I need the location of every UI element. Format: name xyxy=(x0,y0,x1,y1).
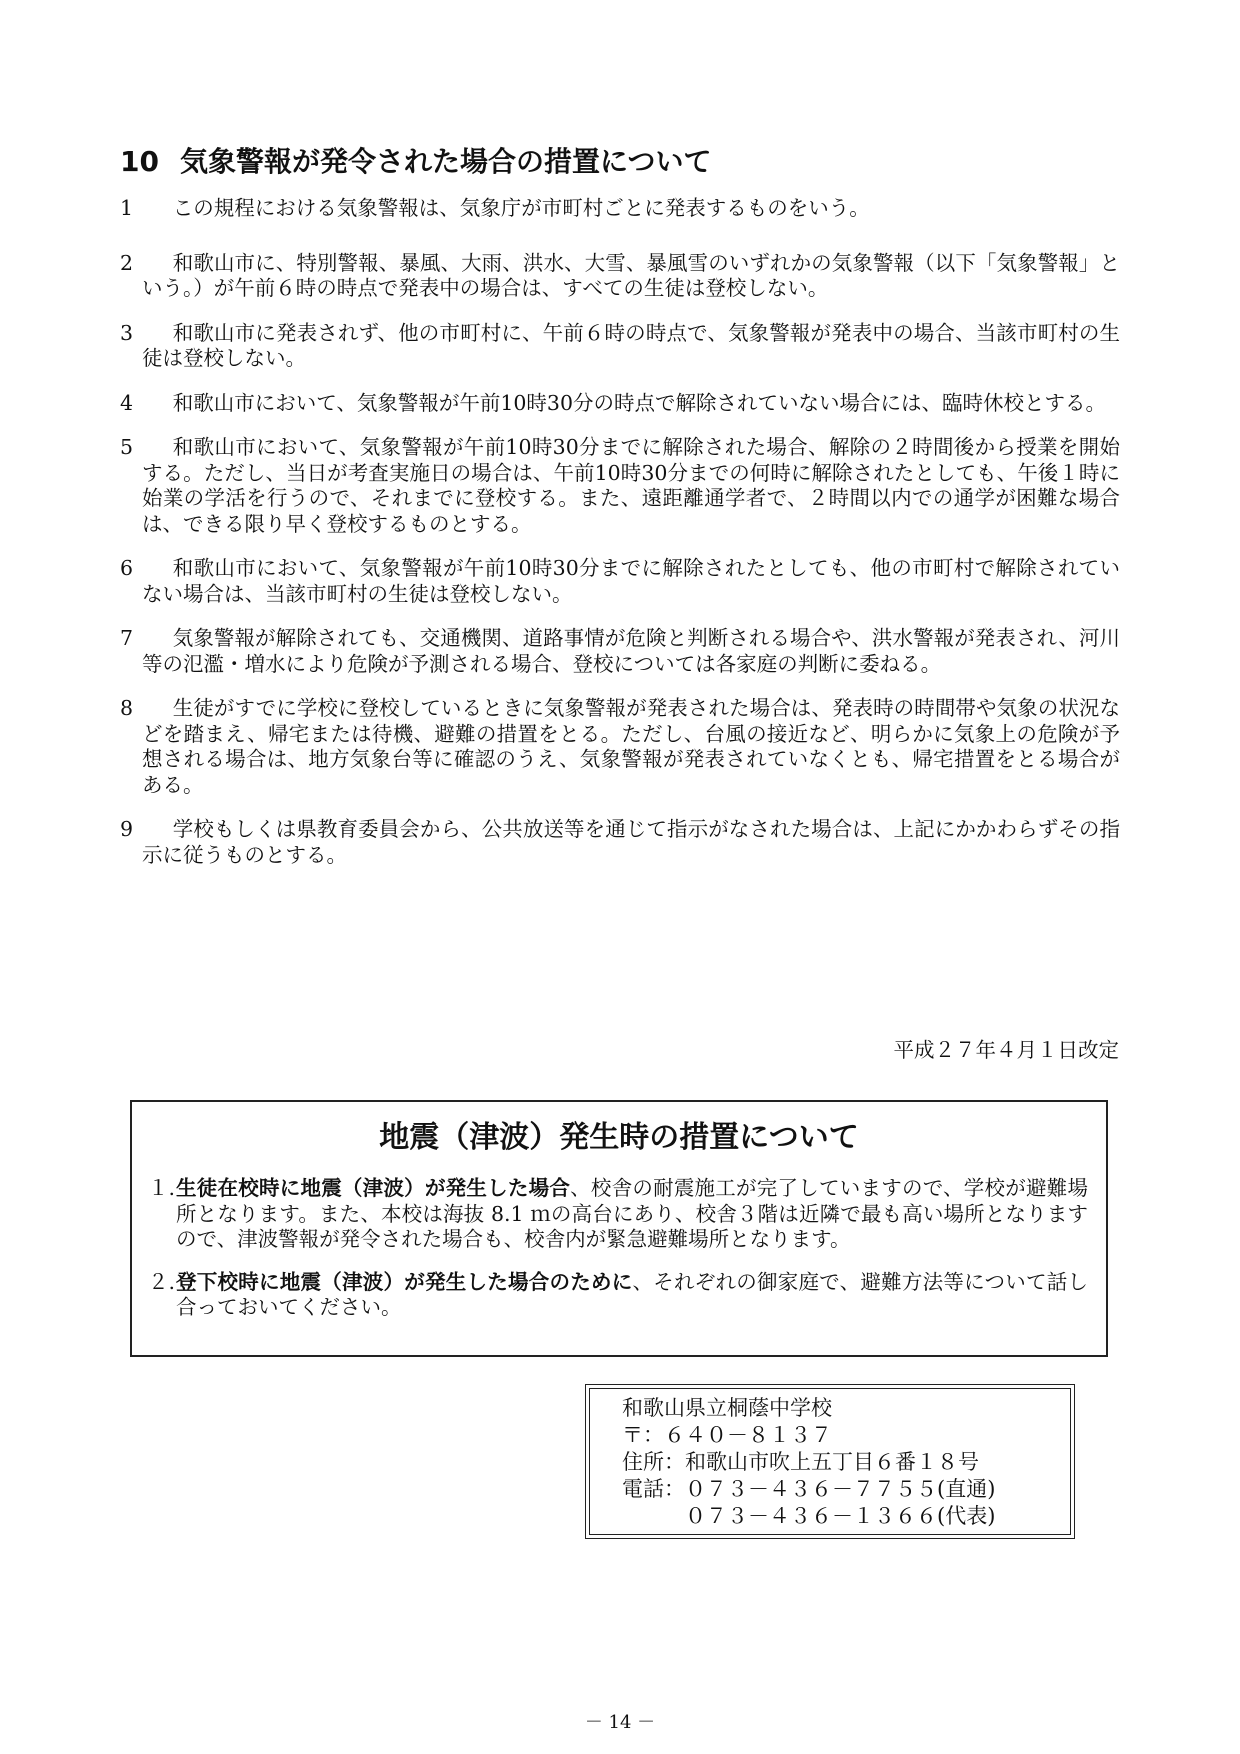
phone-main: ０７３－４３６－１３６６(代表) xyxy=(622,1504,996,1528)
rule-number: 5 xyxy=(120,435,134,459)
earthquake-item-text: 、校舎の耐震施工が完了していますので、学校が避難場所となります。また、本校は海抜 8.1 ｍの高台にあり、校舎３階は近隣で最も高い場所となりますので、津波警報が発令された場合も、校舎内が緊急避難場所となります。 xyxy=(176,1176,1089,1251)
rule-text: この規程における気象警報は、気象庁が市町村ごとに発表するものをいう。 xyxy=(172,196,870,220)
rule-item-6 xyxy=(120,556,1120,607)
rule-item-9 xyxy=(120,817,1120,868)
school-name: 和歌山県立桐蔭中学校 xyxy=(622,1396,832,1420)
section-heading xyxy=(120,144,1120,180)
rule-number: 1 xyxy=(120,196,134,220)
rule-number: 4 xyxy=(120,390,134,415)
rule-item-1 xyxy=(120,196,1120,222)
earthquake-item-lead: 登下校時に地震（津波）が発生した場合のために xyxy=(176,1269,633,1294)
rule-number: 2 xyxy=(120,250,134,275)
page-number: － 14 － xyxy=(584,1712,656,1733)
earthquake-item-2 xyxy=(148,1270,1088,1321)
rule-item-2 xyxy=(120,251,1120,302)
school-address: 住所：和歌山市吹上五丁目６番１８号 xyxy=(622,1450,979,1474)
section-number: 10 xyxy=(120,145,159,178)
earthquake-item-text: 、それぞれの御家庭で、避難方法等について話し合っておいてください。 xyxy=(176,1269,1088,1319)
school-contact-box xyxy=(585,1384,1075,1539)
rules-list xyxy=(120,196,1120,887)
rule-text: 和歌山市に、特別警報、暴風、大雨、洪水、大雪、暴風雪のいずれかの気象警報（以下「気象警報」という。）が午前６時の時点で発表中の場合は、すべての生徒は登校しない。 xyxy=(142,250,1120,300)
rule-text: 学校もしくは県教育委員会から、公共放送等を通じて指示がなされた場合は、上記にかかわらずその指示に従うものとする。 xyxy=(142,817,1120,867)
earthquake-item-number: ２. xyxy=(148,1269,176,1294)
earthquake-notice-box xyxy=(130,1100,1108,1357)
rule-text: 和歌山市において、気象警報が午前10時30分までに解除された場合、解除の２時間後から授業を開始する。ただし、当日が考査実施日の場合は、午前10時30分までの何時に解除されたとしても、午後１時に始業の学活を行うので、それまでに登校する。また、遠距離通学者で、２時間以内での通学が困難な場合は、できる限り早く登校するものとする。 xyxy=(142,435,1120,536)
rule-text: 和歌山市に発表されず、他の市町村に、午前６時の時点で、気象警報が発表中の場合、当該市町村の生徒は登校しない。 xyxy=(142,320,1120,370)
rule-item-8 xyxy=(120,696,1120,798)
phone-direct: 電話：０７３－４３６－７７５５(直通) xyxy=(622,1477,996,1501)
section-title: 気象警報が発令された場合の措置について xyxy=(180,145,712,178)
rule-number: 8 xyxy=(120,696,134,720)
rule-text: 生徒がすでに学校に登校しているときに気象警報が発表された場合は、発表時の時間帯や気象の状況などを踏まえ、帰宅または待機、避難の措置をとる。ただし、台風の接近など、明らかに気象上の危険が予想される場合は、地方気象台等に確認のうえ、気象警報が発表されていなくとも、帰宅措置をとる場合がある。 xyxy=(142,696,1120,797)
rule-text: 和歌山市において、気象警報が午前10時30分の時点で解除されていない場合には、臨時休校とする。 xyxy=(172,390,1107,415)
rule-number: 9 xyxy=(120,817,134,841)
rule-item-4 xyxy=(120,391,1120,417)
school-contact-inner xyxy=(589,1388,1071,1535)
earthquake-title: 地震（津波）発生時の措置について xyxy=(379,1120,859,1155)
earthquake-item-number: １. xyxy=(148,1176,176,1200)
rule-text: 気象警報が解除されても、交通機関、道路事情が危険と判断される場合や、洪水警報が発表され、河川等の氾濫・増水により危険が予測される場合、登校については各家庭の判断に委ねる。 xyxy=(142,626,1120,676)
revision-date: 平成２７年４月１日改定 xyxy=(893,1038,1119,1062)
rule-text: 和歌山市において、気象警報が午前10時30分までに解除されたとしても、他の市町村で解除されていない場合は、当該市町村の生徒は登校しない。 xyxy=(142,556,1120,606)
rule-number: 7 xyxy=(120,626,134,650)
earthquake-item-lead: 生徒在校時に地震（津波）が発生した場合 xyxy=(176,1176,571,1200)
earthquake-item-1 xyxy=(148,1176,1088,1253)
rule-item-3 xyxy=(120,321,1120,372)
postal-code: 〒：６４０－８１３７ xyxy=(622,1423,832,1447)
rule-item-5 xyxy=(120,435,1120,537)
rule-number: 6 xyxy=(120,556,134,580)
rule-item-7 xyxy=(120,626,1120,677)
earthquake-list xyxy=(148,1176,1088,1338)
rule-number: 3 xyxy=(120,320,134,345)
